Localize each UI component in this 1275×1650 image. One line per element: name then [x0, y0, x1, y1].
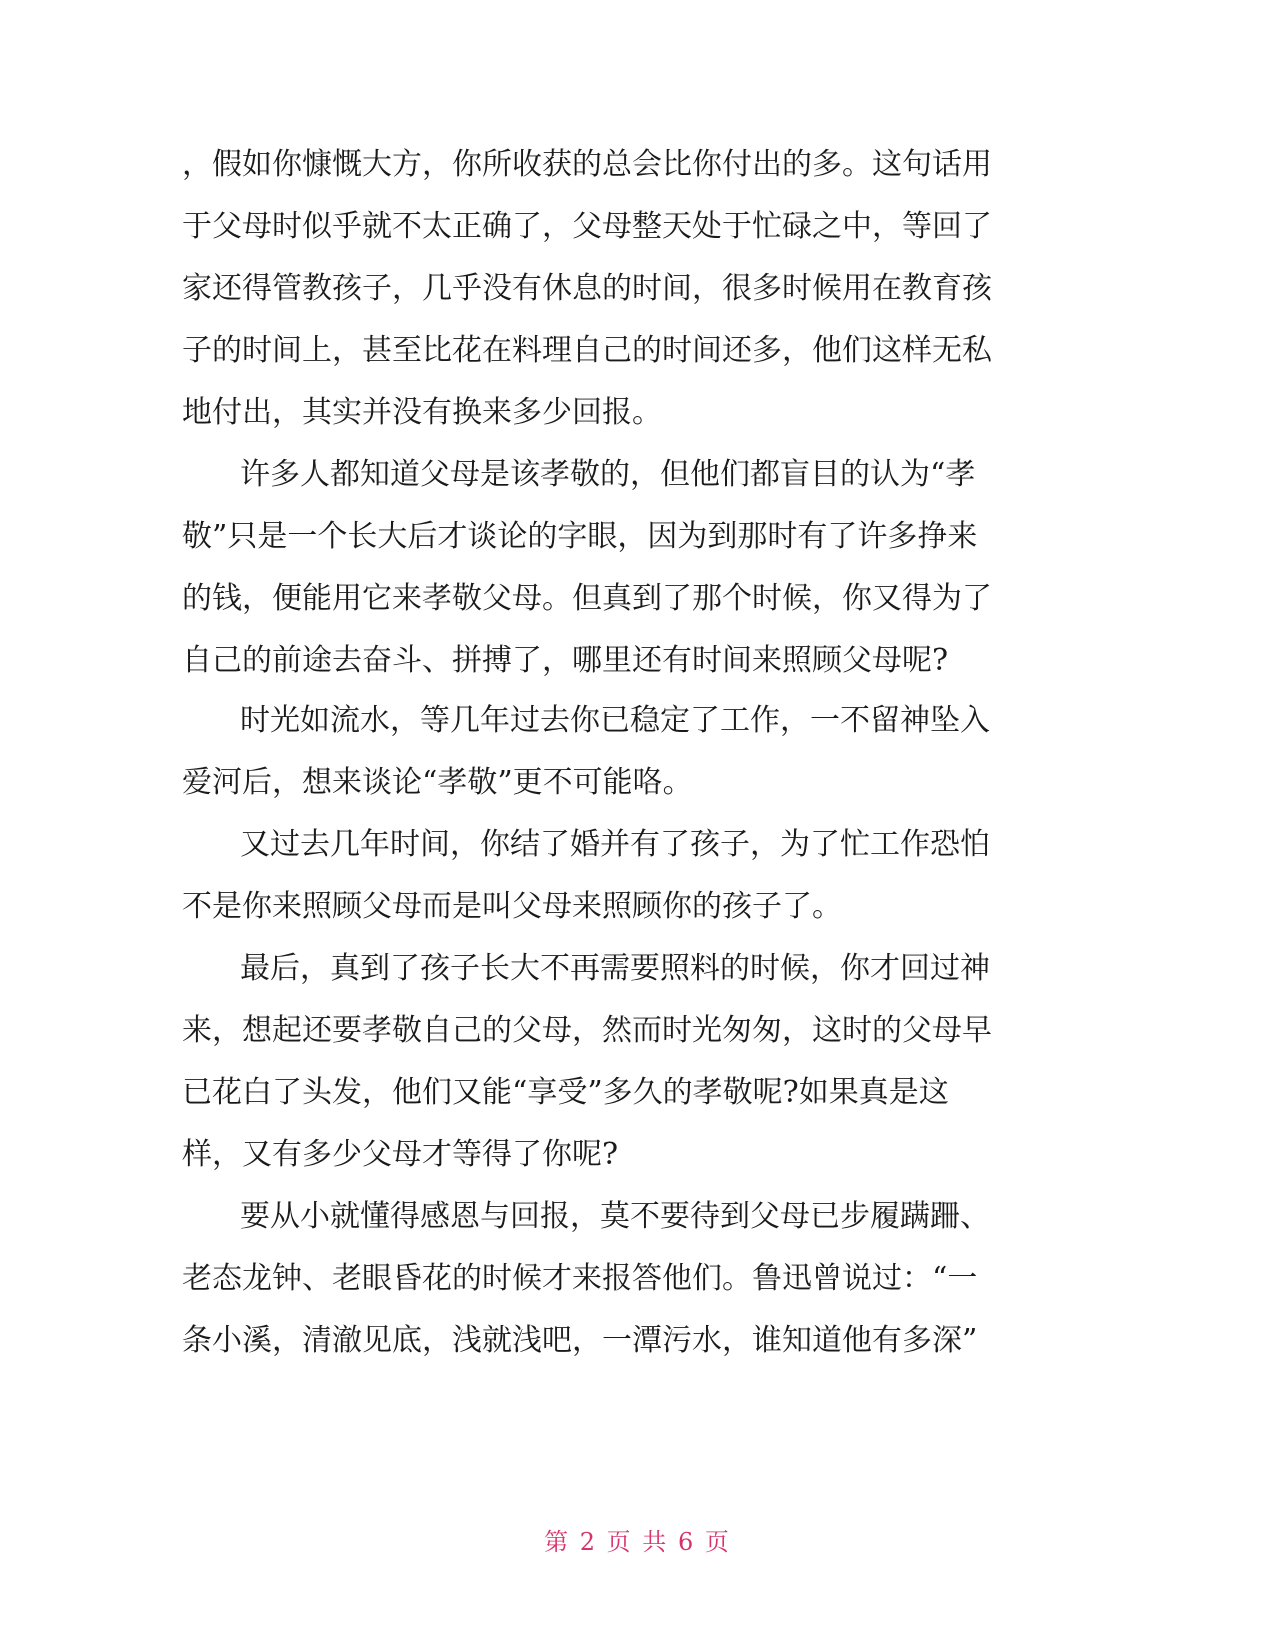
text-line: 时光如流水，等几年过去你已稳定了工作，一不留神坠入 — [240, 703, 990, 738]
text-line: 于父母时似乎就不太正确了，父母整天处于忙碌之中，等回了 — [182, 209, 992, 244]
text-line: 地付出，其实并没有换来多少回报。 — [182, 395, 662, 430]
page-number-footer: 第 2 页 共 6 页 — [544, 1528, 731, 1556]
text-line: 不是你来照顾父母而是叫父母来照顾你的孩子了。 — [182, 889, 842, 924]
text-line: 来，想起还要孝敬自己的父母，然而时光匆匆，这时的父母早 — [182, 1013, 992, 1048]
text-line: 样，又有多少父母才等得了你呢? — [182, 1137, 619, 1172]
text-line: 家还得管教孩子，几乎没有休息的时间，很多时候用在教育孩 — [182, 271, 992, 306]
text-line: 许多人都知道父母是该孝敬的，但他们都盲目的认为“孝 — [240, 457, 976, 492]
text-line: 最后，真到了孩子长大不再需要照料的时候，你才回过神 — [240, 951, 990, 986]
text-line: 子的时间上，甚至比花在料理自己的时间还多，他们这样无私 — [182, 333, 992, 368]
text-line: 自己的前途去奋斗、拼搏了，哪里还有时间来照顾父母呢? — [182, 643, 949, 678]
text-line: 敬”只是一个长大后才谈论的字眼，因为到那时有了许多挣来 — [182, 519, 978, 554]
text-line: 的钱，便能用它来孝敬父母。但真到了那个时候，你又得为了 — [182, 581, 992, 616]
text-line: 爱河后，想来谈论“孝敬”更不可能咯。 — [182, 765, 693, 800]
text-line: ，假如你慷慨大方，你所收获的总会比你付出的多。这句话用 — [182, 147, 992, 182]
text-line: 又过去几年时间，你结了婚并有了孩子，为了忙工作恐怕 — [240, 827, 990, 862]
text-line: 老态龙钟、老眼昏花的时候才来报答他们。鲁迅曾说过：“一 — [182, 1261, 978, 1296]
text-line: 已花白了头发，他们又能“享受”多久的孝敬呢?如果真是这 — [182, 1075, 949, 1110]
text-line: 要从小就懂得感恩与回报，莫不要待到父母已步履蹒跚、 — [240, 1199, 990, 1234]
text-line: 条小溪，清澈见底，浅就浅吧，一潭污水，谁知道他有多深” — [182, 1323, 978, 1358]
